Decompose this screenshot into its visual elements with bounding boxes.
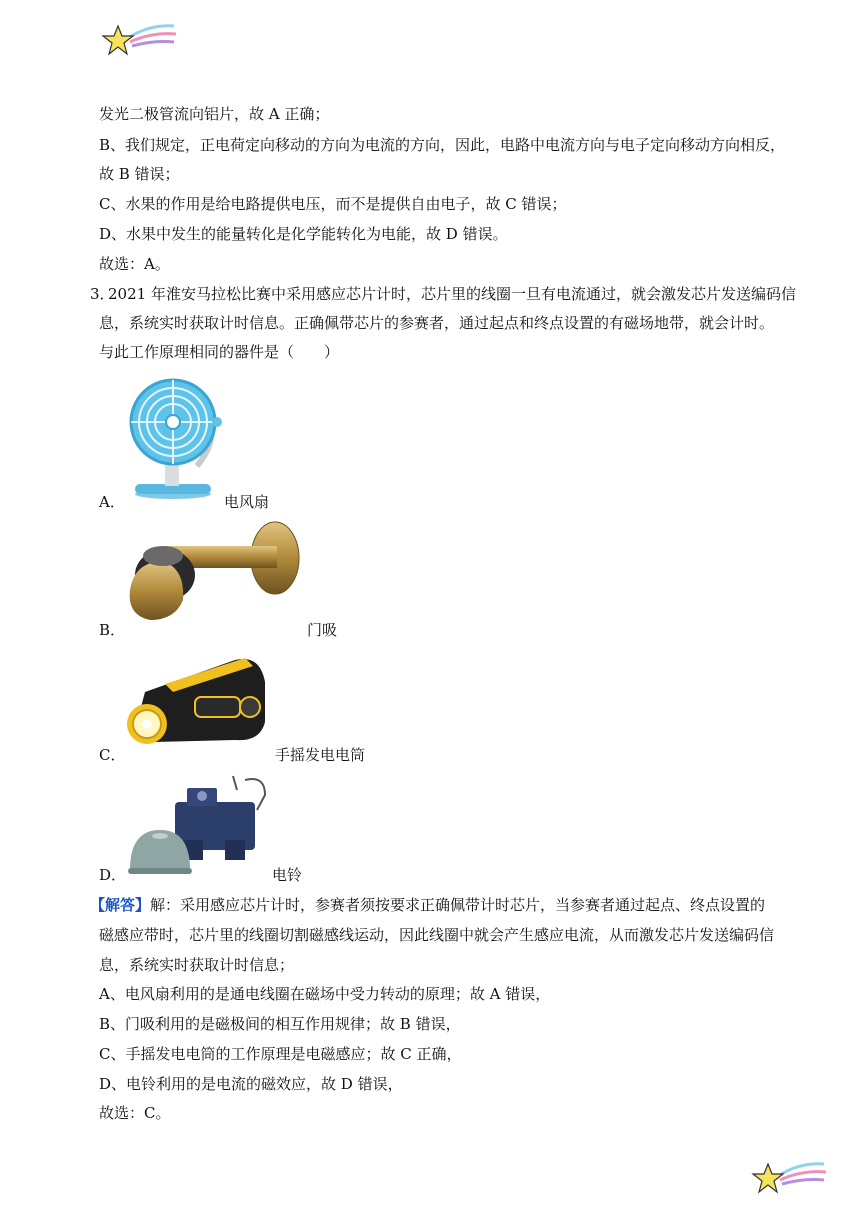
option-d-name: 电铃 xyxy=(272,866,303,884)
question-text: 息，系统实时获取计时信息。正确佩带芯片的参赛者，通过起点和终点设置的有磁场地带，就会计时。 xyxy=(99,314,775,332)
question-text: 2021 年淮安马拉松比赛中采用感应芯片计时，芯片里的线圈一旦有电流通过，就会激发芯片发送编码信 xyxy=(108,285,796,303)
option-c-name: 手摇发电电筒 xyxy=(275,746,366,764)
answer-line: 磁感应带时，芯片里的线圈切割磁感线运动，因此线圈中就会产生感应电流，从而激发芯片发送编码信 xyxy=(99,926,775,944)
answer-line: C、手摇发电电筒的工作原理是电磁感应；故 C 正确， xyxy=(99,1045,462,1063)
option-a-name: 电风扇 xyxy=(224,493,270,511)
prev-answer-line: 发光二极管流向铝片，故 A 正确； xyxy=(99,105,330,123)
answer-line: A、电风扇利用的是通电线圈在磁场中受力转动的原理；故 A 错误， xyxy=(99,985,551,1003)
star-decoration-top-icon xyxy=(100,20,180,62)
electric-bell-image xyxy=(125,770,275,880)
door-stopper-image xyxy=(125,520,305,625)
prev-answer-line: B、我们规定，正电荷定向移动的方向为电流的方向，因此，电路中电流方向与电子定向移动方向相反， xyxy=(99,136,786,154)
question-text: 与此工作原理相同的器件是（ ） xyxy=(99,343,340,361)
answer-line: B、门吸利用的是磁极间的相互作用规律；故 B 错误， xyxy=(99,1015,461,1033)
fan-image xyxy=(125,376,225,501)
answer-text: 解：采用感应芯片计时，参赛者须按要求正确佩带计时芯片，当参赛者通过起点、终点设置的 xyxy=(150,896,766,914)
prev-answer-line: 故 B 错误； xyxy=(99,165,180,183)
prev-answer-line: C、水果的作用是给电路提供电压，而不是提供自由电子，故 C 错误； xyxy=(99,195,567,213)
option-a-letter: A． xyxy=(99,493,125,511)
question-number: 3． xyxy=(90,285,115,303)
option-b-name: 门吸 xyxy=(307,621,338,639)
answer-line: 故选：C。 xyxy=(99,1104,171,1122)
hand-crank-flashlight-image xyxy=(125,652,275,752)
option-d-letter: D． xyxy=(99,866,127,884)
prev-answer-line: D、水果中发生的能量转化是化学能转化为电能，故 D 错误。 xyxy=(99,225,508,243)
answer-tag: 【解答】 xyxy=(90,896,151,914)
option-c-letter: C． xyxy=(99,746,126,764)
star-decoration-bottom-icon xyxy=(750,1158,830,1200)
option-b-letter: B． xyxy=(99,621,126,639)
answer-first-line xyxy=(90,895,765,915)
answer-line: 息，系统实时获取计时信息； xyxy=(99,956,295,974)
answer-line: D、电铃利用的是电流的磁效应，故 D 错误， xyxy=(99,1075,403,1093)
prev-answer-line: 故选：A。 xyxy=(99,255,170,273)
